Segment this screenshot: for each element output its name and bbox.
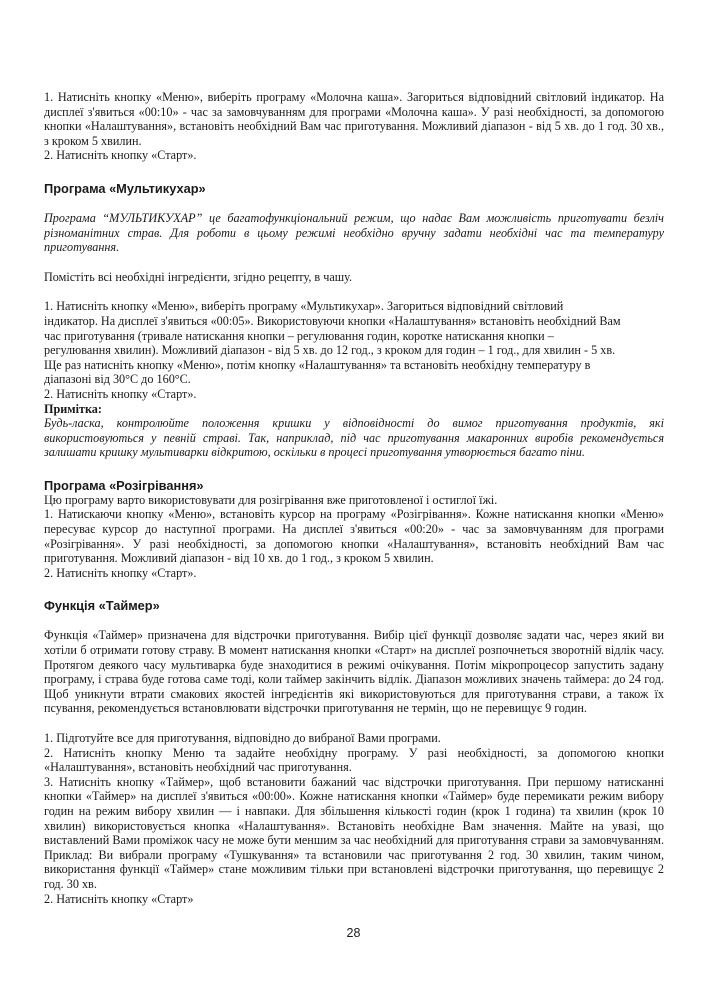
multicooker-note-label: Примітка: — [44, 401, 102, 416]
timer-step-2: 2. Натисніть кнопку Меню та задайте необхідну програму. У разі необхідності, за допомогою кнопки «Налаштування», встановіть необхідний час приготування. — [44, 745, 664, 775]
multicooker-step-1-line-5: Ще раз натисніть кнопку «Меню», потім кнопку «Налаштування» та встановіть необхідну температуру в — [44, 357, 591, 372]
timer-step-3: 3. Натисніть кнопку «Таймер», щоб встановити бажаний час відстрочки приготування. При першому натисканні кнопки «Таймер» на дисплеї з'явиться «00:00». Кожне натискання кнопки «Таймер» буде перемикати режим вибору годин на режим вибору хвилин — і навпаки. Для збільшення кількості годин (крок 1 година) та хвилин (крок 10 хвилин) використовується кнопка «Налаштування». Встановіть необхідне Вам значення. Майте на увазі, що виставлений Вами проміжок часу не може бути меншим за час необхідний для приготування страви за замовчуванням. Приклад: Ви вибрали програму «Тушкування» та встановили час приготування 2 год. 30 хвилин, таким чином, використання функції «Таймер» стане можливим тільки при встановлені відстрочки приготування, що перевищує 2 год. 30 хв. — [44, 774, 664, 891]
reheat-intro: Цю програму варто використовувати для розігрівання вже приготовленої і остиглої їжі. — [44, 492, 498, 507]
document-page — [44, 90, 664, 906]
multicooker-note-text: Будь-ласка, контролюйте положення кришки у відповідності до вимог приготування продуктів, які використовуються у певній страві. Так, наприклад, під час приготування макаронних виробів рекомендується залишати кришку мультиварки відкритою, оскільки в процесі приготування утворюється багато піни. — [44, 416, 664, 460]
multicooker-step-1-line-4: регулювання хвилин). Можливий діапазон - від 5 хв. до 12 год., з кроком для годин – 1 год., для хвилин - 5 хв. — [44, 343, 616, 358]
multicooker-heading: Програма «Мультикухар» — [44, 180, 206, 196]
multicooker-step-1-line-2: індикатор. На дисплеї з'явиться «00:05». Використовуючи кнопки «Налаштування» встановіть необхідний Вам — [44, 313, 621, 328]
timer-step-1: 1. Підготуйте все для приготування, відповідно до вибраної Вами програми. — [44, 731, 441, 745]
reheat-step-2: 2. Натисніть кнопку «Старт». — [44, 565, 197, 580]
multicooker-step-1-line-6: діапазоні від 30°С до 160°С. — [44, 372, 191, 387]
timer-step-4: 2. Натисніть кнопку «Старт» — [44, 891, 194, 906]
reheat-heading: Програма «Розігрівання» — [44, 477, 204, 493]
milk-porridge-step-2: 2. Натисніть кнопку «Старт». — [44, 148, 197, 163]
multicooker-place-ingredients: Помістіть всі необхідні інгредієнти, згідно рецепту, в чашу. — [44, 269, 353, 284]
timer-heading: Функція «Таймер» — [44, 598, 160, 614]
page-number: 28 — [346, 926, 361, 940]
milk-porridge-step-1: 1. Натисніть кнопку «Меню», виберіть програму «Молочна каша». Загориться відповідний світловий індикатор. На дисплеї з'явиться «00:10» - час за замовчуванням для програми «Молочна каша». У разі необхідності, за допомогою кнопки «Налаштування», встановіть необхідний Вам час приготування. Можливий діапазон - від 5 хв. до 1 год. 30 хв., з кроком 5 хвилин. — [44, 90, 664, 148]
multicooker-intro: Програма “МУЛЬТИКУХАР” це багатофункціональний режим, що надає Вам можливість приготувати безліч різноманітних страв. Для роботи в цьому режимі необхідно вручну задати необхідні час та температуру приготування. — [44, 210, 664, 255]
timer-intro: Функція «Таймер» призначена для відстрочки приготування. Вибір цієї функції дозволяє задати час, через який ви хотіли б отримати готову страву. В момент натискання кнопки «Старт» на дисплеї розпочнеться зворотній відлік часу. Протягом деякого часу мультиварка буде знаходитися в режимі очікування. Потім мікропроцесор запустить задану програму, і страва буде готова саме тоді, коли таймер закінчить відлік. Діапазон можливих значень таймера: до 24 год. Щоб уникнути втрати смакових якостей інгредієнтів які використовуються для приготування страви, а також їх псування, рекомендується встановлювати відстрочки приготування не термін, що не перевищує 9 годин. — [44, 628, 664, 716]
multicooker-step-1-line-1: 1. Натисніть кнопку «Меню», виберіть програму «Мультикухар». Загориться відповідний світловий — [44, 299, 564, 314]
reheat-step-1: 1. Натискаючи кнопку «Меню», встановіть курсор на програму «Розігрівання». Кожне натискання кнопки «Меню» пересуває курсор до наступної програми. На дисплеї з'явиться «00:20» - час за замовчуванням для програми «Розігрівання». У разі необхідності, за допомогою кнопки «Налаштування», встановіть необхідний Вам час приготування. Можливий діапазон - від 10 хв. до 1 год., з кроком 5 хвилин. — [44, 507, 664, 566]
multicooker-step-1-line-3: час приготування (тривале натискання кнопки – регулювання годин, коротке натискання кнопки – — [44, 328, 554, 343]
multicooker-step-2: 2. Натисніть кнопку «Старт». — [44, 386, 197, 401]
